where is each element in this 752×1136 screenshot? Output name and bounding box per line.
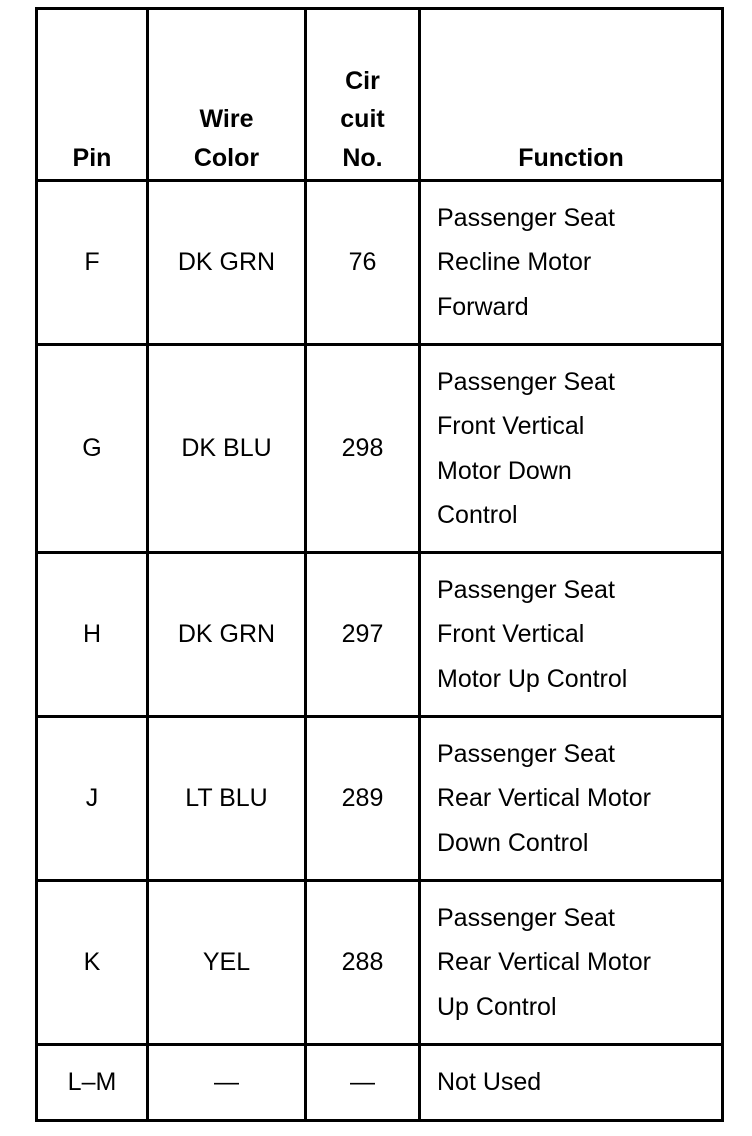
function-line: Recline Motor bbox=[437, 248, 592, 277]
function-cell bbox=[420, 1045, 723, 1121]
circuit-cell: 297 bbox=[306, 553, 420, 717]
wire-color-cell: DK GRN bbox=[148, 181, 306, 345]
connector-pin-table bbox=[35, 7, 724, 1122]
table-header-row bbox=[37, 9, 723, 181]
function-cell bbox=[420, 881, 723, 1045]
table-row bbox=[37, 1045, 723, 1121]
pin-cell: J bbox=[37, 717, 148, 881]
function-line: Forward bbox=[437, 292, 529, 321]
table-row bbox=[37, 553, 723, 717]
wire-color-cell: YEL bbox=[148, 881, 306, 1045]
function-cell bbox=[420, 181, 723, 345]
wire-color-cell: LT BLU bbox=[148, 717, 306, 881]
pin-cell: F bbox=[37, 181, 148, 345]
header-function bbox=[420, 9, 723, 181]
pin-cell: L–M bbox=[37, 1045, 148, 1121]
function-line: Up Control bbox=[437, 992, 557, 1021]
wire-color-cell: DK GRN bbox=[148, 553, 306, 717]
function-cell bbox=[420, 345, 723, 553]
circuit-cell: 289 bbox=[306, 717, 420, 881]
header-wire-color-line: Wire bbox=[199, 105, 254, 133]
pin-cell: H bbox=[37, 553, 148, 717]
function-line: Front Vertical bbox=[437, 412, 585, 440]
function-cell bbox=[420, 553, 723, 717]
header-function-label: Function bbox=[518, 143, 624, 172]
pin-cell: G bbox=[37, 345, 148, 553]
function-line: Passenger Seat bbox=[437, 575, 615, 604]
header-circuit-line: No. bbox=[342, 143, 383, 172]
table-row bbox=[37, 881, 723, 1045]
table-row bbox=[37, 345, 723, 553]
circuit-cell: 298 bbox=[306, 345, 420, 553]
function-line: Rear Vertical Motor bbox=[437, 948, 651, 977]
function-line: Front Vertical bbox=[437, 620, 585, 649]
function-line: Passenger Seat bbox=[437, 367, 615, 396]
function-line: Passenger Seat bbox=[437, 903, 615, 932]
circuit-cell: 76 bbox=[306, 181, 420, 345]
function-line: Not Used bbox=[437, 1068, 542, 1097]
function-line: Down Control bbox=[437, 828, 589, 857]
table-row bbox=[37, 717, 723, 881]
header-pin bbox=[37, 9, 148, 181]
circuit-cell: 288 bbox=[306, 881, 420, 1045]
table-row bbox=[37, 181, 723, 345]
header-pin-label: Pin bbox=[72, 143, 112, 172]
pin-cell: K bbox=[37, 881, 148, 1045]
header-circuit-no bbox=[306, 9, 420, 181]
function-line: Control bbox=[437, 501, 518, 529]
function-line: Motor Down bbox=[437, 456, 572, 485]
function-cell bbox=[420, 717, 723, 881]
header-circuit-line: cuit bbox=[340, 105, 385, 133]
function-line: Passenger Seat bbox=[437, 739, 615, 768]
function-line: Rear Vertical Motor bbox=[437, 784, 651, 813]
header-wire-color-line: Color bbox=[193, 143, 260, 172]
circuit-cell: — bbox=[306, 1045, 420, 1121]
header-circuit-line: Cir bbox=[345, 66, 380, 95]
header-wire-color bbox=[148, 9, 306, 181]
wire-color-cell: DK BLU bbox=[148, 345, 306, 553]
function-line: Motor Up Control bbox=[437, 664, 628, 693]
function-line: Passenger Seat bbox=[437, 203, 615, 232]
wire-color-cell: — bbox=[148, 1045, 306, 1121]
